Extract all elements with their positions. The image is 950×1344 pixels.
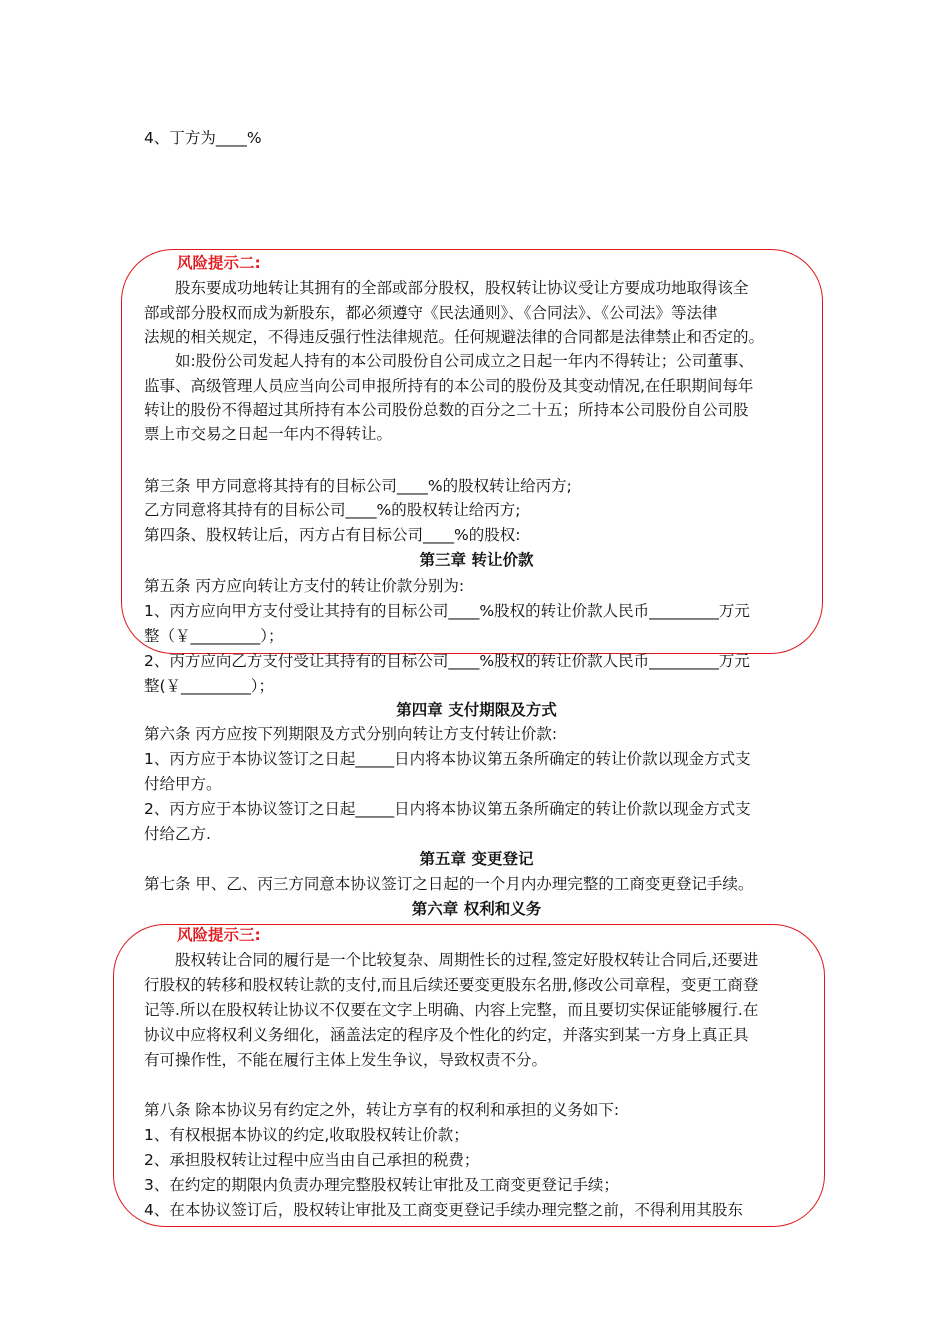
risk-3-line: 行股权的转移和股权转让款的支付,而且后续还要变更股东名册,修改公司章程，变更工商登: [144, 976, 759, 994]
risk-2-line: 票上市交易之日起一年内不得转让。: [144, 425, 393, 443]
article-6-item-2-cont: 付给乙方.: [144, 825, 211, 843]
clause-4-ding: 4、丁方为____%: [144, 129, 262, 147]
risk-2-line: 转让的股份不得超过其所持有本公司股份总数的百分之二十五；所持本公司股份自公司股: [144, 401, 749, 419]
article-6-item-1-cont: 付给甲方。: [144, 775, 222, 793]
article-3: 第三条 甲方同意将其持有的目标公司____%的股权转让给丙方;: [144, 477, 572, 495]
article-5-item-2: 2、丙方应向乙方支付受让其持有的目标公司____%股权的转让价款人民币_________万元: [144, 652, 750, 670]
article-8: 第八条 除本协议另有约定之外，转让方享有的权利和承担的义务如下:: [144, 1101, 620, 1119]
article-5: 第五条 丙方应向转让方支付的转让价款分别为:: [144, 577, 465, 595]
chapter-4-heading: 第四章 支付期限及方式: [396, 701, 557, 719]
article-5-item-1-cont: 整（￥_________）；: [144, 627, 284, 645]
article-6: 第六条 丙方应按下列期限及方式分别向转让方支付转让价款:: [144, 725, 558, 743]
risk-3-line: 协议中应将权利义务细化，涵盖法定的程序及个性化的约定，并落实到某一方身上真正具: [144, 1026, 749, 1044]
article-6-item-1: 1、丙方应于本协议签订之日起_____日内将本协议第五条所确定的转让价款以现金方式支: [144, 750, 751, 768]
article-7: 第七条 甲、乙、丙三方同意本协议签订之日起的一个月内办理完整的工商变更登记手续。: [144, 875, 754, 893]
article-3-yi: 乙方同意将其持有的目标公司____%的股权转让给丙方;: [144, 501, 521, 519]
chapter-6-heading: 第六章 权利和义务: [411, 900, 542, 918]
article-8-item-1: 1、有权根据本协议的约定,收取股权转让价款；: [144, 1126, 469, 1144]
risk-3-line: 股权转让合同的履行是一个比较复杂、周期性长的过程,签定好股权转让合同后,还要进: [175, 951, 759, 969]
article-4: 第四条、股权转让后，丙方占有目标公司____%的股权:: [144, 526, 521, 544]
risk-2-line: 监事、高级管理人员应当向公司申报所持有的本公司的股份及其变动情况,在任职期间每年: [144, 377, 754, 395]
chapter-3-heading: 第三章 转让价款: [419, 551, 534, 569]
risk-2-line: 股东要成功地转让其拥有的全部或部分股权，股权转让协议受让方要成功地取得该全: [175, 279, 749, 297]
chapter-5-heading: 第五章 变更登记: [419, 850, 534, 868]
article-8-item-4: 4、在本协议签订后，股权转让审批及工商变更登记手续办理完整之前，不得利用其股东: [144, 1201, 743, 1219]
risk-3-line: 有可操作性，不能在履行主体上发生争议，导致权责不分。: [144, 1051, 548, 1069]
risk-3-line: 记等.所以在股权转让协议不仅要在文字上明确、内容上完整，而且要切实保证能够履行.在: [144, 1001, 759, 1019]
risk-2-line: 部或部分股权而成为新股东，都必须遵守《民法通则》、《合同法》、《公司法》等法律: [144, 304, 718, 322]
risk-3-title: 风险提示三:: [177, 926, 261, 944]
risk-2-line: 如:股份公司发起人持有的本公司股份自公司成立之日起一年内不得转让；公司董事、: [175, 352, 754, 370]
article-5-item-1: 1、丙方应向甲方支付受让其持有的目标公司____%股权的转让价款人民币_________万元: [144, 602, 750, 620]
risk-2-title: 风险提示二:: [177, 254, 261, 272]
article-6-item-2: 2、丙方应于本协议签订之日起_____日内将本协议第五条所确定的转让价款以现金方式支: [144, 800, 751, 818]
article-5-item-2-cont: 整(￥_________）；: [144, 677, 275, 695]
risk-2-line: 法规的相关规定，不得违反强行性法律规范。任何规避法律的合同都是法律禁止和否定的。: [144, 328, 765, 346]
article-8-item-3: 3、在约定的期限内负责办理完整股权转让审批及工商变更登记手续；: [144, 1176, 619, 1194]
article-8-item-2: 2、承担股权转让过程中应当由自己承担的税费；: [144, 1151, 480, 1169]
